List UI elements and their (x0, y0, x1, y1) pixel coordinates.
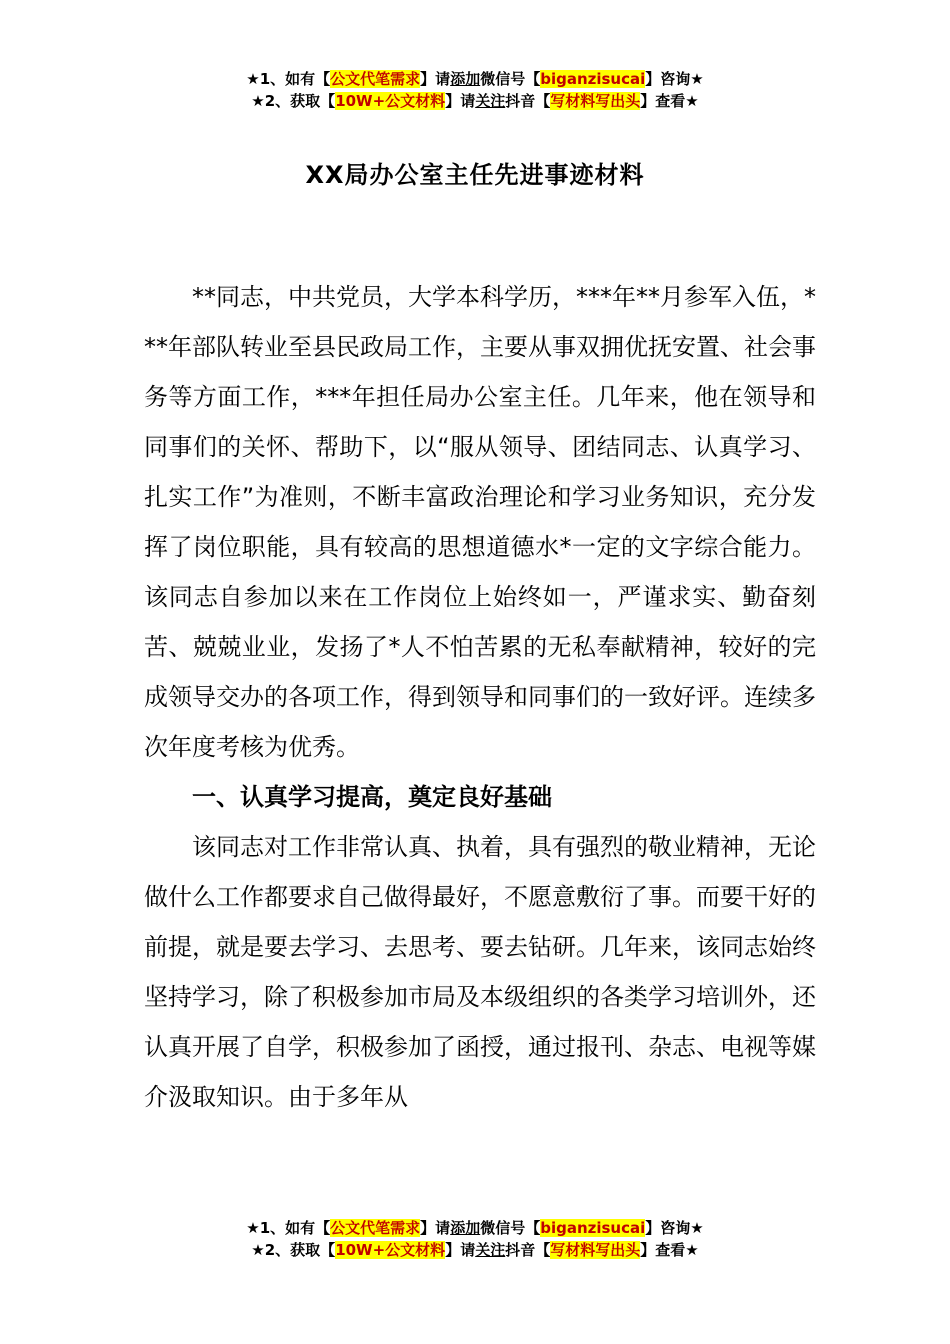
highlight-service: 公文代笔需求 (330, 70, 421, 88)
notice-line-2: ★2、获取【10W+公文材料】请关注抖音【写材料写出头】查看★ (251, 92, 699, 110)
notice-line-2: ★2、获取【10W+公文材料】请关注抖音【写材料写出头】查看★ (251, 1241, 699, 1259)
highlight-materials: 10W+公文材料 (335, 1241, 446, 1259)
underline-add: 添加 (450, 70, 481, 88)
notice-header (0, 68, 950, 112)
notice-line-1: ★1、如有【公文代笔需求】请添加微信号【biganzisucai】咨询★ (246, 70, 704, 88)
highlight-douyin-account: 写材料写出头 (550, 1241, 641, 1259)
underline-follow: 关注 (475, 1241, 506, 1259)
underline-follow: 关注 (475, 92, 506, 110)
highlight-service: 公文代笔需求 (330, 1219, 421, 1237)
document-title: XX局办公室主任先进事迹材料 (305, 161, 645, 189)
highlight-douyin-account: 写材料写出头 (550, 92, 641, 110)
paragraph-section-1: 该同志对工作非常认真、执着，具有强烈的敬业精神，无论做什么工作都要求自己做得最好，不愿意敷衍了事。而要干好的前提，就是要去学习、去思考、要去钻研。几年来，该同志始终坚持学习，除了积极参加市局及本级组织的各类学习培训外，还认真开展了自学，积极参加了函授，通过报刊、杂志、电视等媒介汲取知识。由于多年从 (144, 833, 816, 1111)
underline-add: 添加 (450, 1219, 481, 1237)
notice-footer (0, 1217, 950, 1261)
highlight-materials: 10W+公文材料 (335, 92, 446, 110)
document-body (144, 272, 816, 1122)
paragraph-intro: **同志，中共党员，大学本科学历，***年**月参军入伍，***年部队转业至县民政局工作，主要从事双拥优抚安置、社会事务等方面工作，***年担任局办公室主任。几年来，他在领导和同事们的关怀、帮助下，以“服从领导、团结同志、认真学习、扎实工作”为准则，不断丰富政治理论和学习业务知识，充分发挥了岗位职能，具有较高的思想道德水*一定的文字综合能力。该同志自参加以来在工作岗位上始终如一，严谨求实、勤奋刻苦、兢兢业业，发扬了*人不怕苦累的无私奉献精神，较好的完成领导交办的各项工作，得到领导和同事们的一致好评。连续多次年度考核为优秀。 (144, 283, 816, 761)
notice-line-1: ★1、如有【公文代笔需求】请添加微信号【biganzisucai】咨询★ (246, 1219, 704, 1237)
highlight-wechat-id: biganzisucai (540, 1219, 646, 1237)
section-heading-1: 一、认真学习提高，奠定良好基础 (192, 783, 552, 811)
highlight-wechat-id: biganzisucai (540, 70, 646, 88)
